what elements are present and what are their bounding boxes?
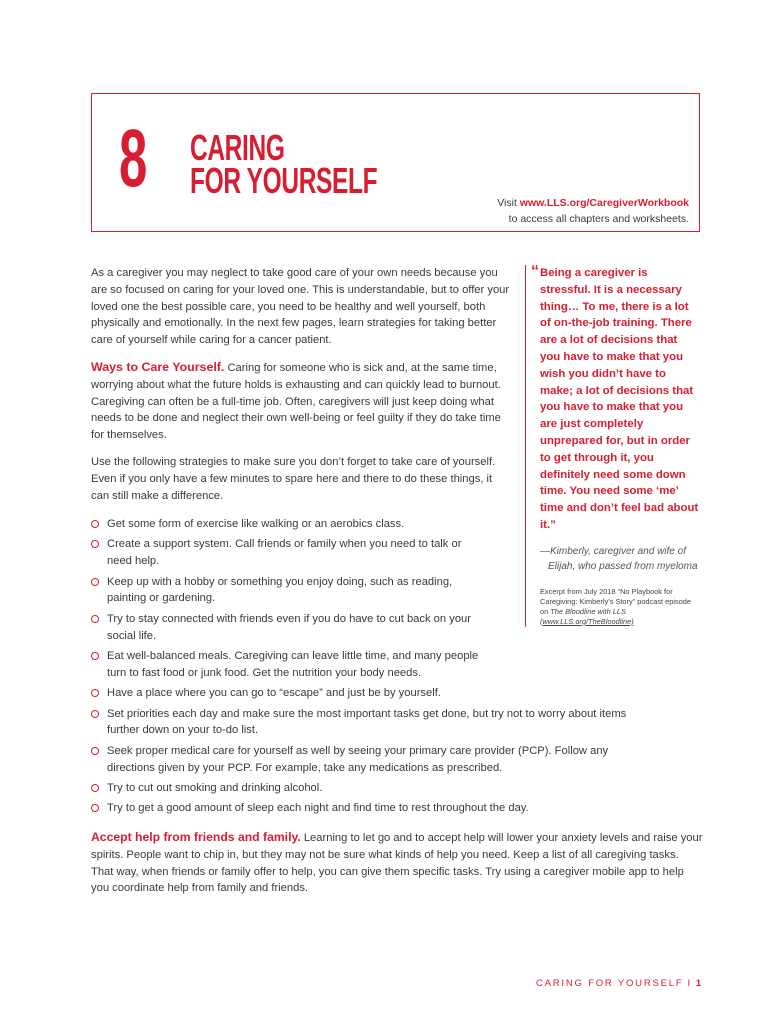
visit-prefix: Visit — [497, 197, 520, 209]
accept-help-heading: Accept help from friends and family. — [91, 830, 301, 844]
ways-paragraph — [91, 359, 511, 444]
excerpt-prefix: Excerpt from July 2018 “No Playbook for Caregiving: Kimberly’s Story” podcast episode on — [540, 586, 692, 616]
quote-close-mark: ” — [550, 518, 556, 531]
strategy-list — [91, 516, 651, 821]
quote-body: Being a caregiver is stressful. It is a necessary thing… To me, there is a lot of on-the-job training. There are a lot of decisions that you have to make that you wish you didn’t have to make; a lot of decisions that you have to make that you are just completely unprepared for, but in order to get through it, you definitely need some down time. You need some ‘me’ time and don’t feel bad about it. — [540, 267, 699, 531]
page-number: 1 — [695, 978, 703, 989]
list-item: Try to get a good amount of sleep each night and find time to rest throughout the day. — [91, 800, 651, 817]
quote-text — [531, 263, 700, 534]
quote-open-mark: “ — [531, 263, 539, 280]
bullet-circle-icon — [91, 520, 99, 528]
list-item: Try to stay connected with friends even if you do have to cut back on your social life. — [91, 611, 487, 645]
intro-paragraph: As a caregiver you may neglect to take good care of your own needs because you are so focused on caring for your loved one. This is understandable, but to offer your loved one the best possible care, you need to be healthy and well yourself, both physically and emotionally. In the next few pages, learn strategies for taking better care of yourself while caring for a cancer patient. — [91, 267, 510, 347]
bullet-circle-icon — [91, 540, 99, 548]
strategies-intro: Use the following strategies to make sure you don’t forget to take care of yourself. Even if you only have a few minutes to spare here and there to do these things, it can still make a difference. — [91, 455, 496, 502]
bullet-circle-icon — [91, 615, 99, 623]
workbook-link[interactable]: www.LLS.org/CaregiverWorkbook — [519, 197, 689, 209]
visit-suffix: to access all chapters and worksheets. — [508, 213, 689, 225]
bullet-circle-icon — [91, 747, 99, 755]
main-column — [91, 265, 511, 514]
bullet-circle-icon — [91, 689, 99, 697]
bullet-circle-icon — [91, 784, 99, 792]
accept-help-text: Learning to let go and to accept help will lower your anxiety levels and raise your spirits. People want to chip in, but they may not be sure what kinds of help you need. Keep a list of all caregiving tasks. That way, when friends or family offer to help, you can give them specific tasks. Try using a caregiver mobile app to help you coordinate help from family and friends. — [91, 832, 703, 895]
ways-text: Caring for someone who is sick and, at the same time, worrying about what the future holds is exhausting and can quickly lead to burnout. Caregiving can often be a full-time job. Often, caregivers will just keep doing what needs to be done and neglect their own well-being or feel guilty if they do take time for themselves. — [91, 361, 501, 442]
footer-label: CARING FOR YOURSELF — [535, 978, 684, 989]
bullet-circle-icon — [91, 578, 99, 586]
list-item: Have a place where you can go to “escape” and just be by yourself. — [91, 685, 651, 702]
bullet-circle-icon — [91, 710, 99, 718]
list-item: Try to cut out smoking and drinking alcohol. — [91, 780, 651, 797]
list-item: Get some form of exercise like walking or an aerobics class. — [91, 516, 487, 533]
accept-help-paragraph — [91, 829, 703, 897]
ways-heading: Ways to Care Yourself. — [91, 359, 225, 374]
quote-attribution: —Kimberly, caregiver and wife of Elijah, who passed from myeloma — [540, 545, 698, 573]
chapter-title-line2: FOR YOURSELF — [190, 160, 378, 201]
visit-note — [497, 195, 689, 227]
chapter-title — [190, 127, 378, 201]
bloodline-link[interactable]: (www.LLS.org/TheBloodline) — [540, 616, 634, 626]
footer-separator: I — [687, 978, 692, 989]
chapter-number: 8 — [119, 113, 147, 204]
bullet-circle-icon — [91, 804, 99, 812]
excerpt-show: The Bloodline with LLS — [550, 606, 626, 616]
list-item: Set priorities each day and make sure the most important tasks get done, but try not to worry about items further down on your to-do list. — [91, 706, 651, 740]
chapter-title-line1: CARING — [190, 127, 285, 168]
page-footer — [536, 978, 703, 989]
bullet-circle-icon — [91, 652, 99, 660]
list-item: Keep up with a hobby or something you enjoy doing, such as reading, painting or gardening. — [91, 574, 487, 608]
list-item: Create a support system. Call friends or family when you need to talk or need help. — [91, 536, 487, 570]
list-item: Eat well-balanced meals. Caregiving can leave little time, and many people turn to fast food or junk food. Get the nutrition your body needs. — [91, 648, 487, 682]
list-item: Seek proper medical care for yourself as well by seeing your primary care provider (PCP). Follow any directions given by your PCP. For example, take any medications as prescribed. — [91, 743, 651, 777]
